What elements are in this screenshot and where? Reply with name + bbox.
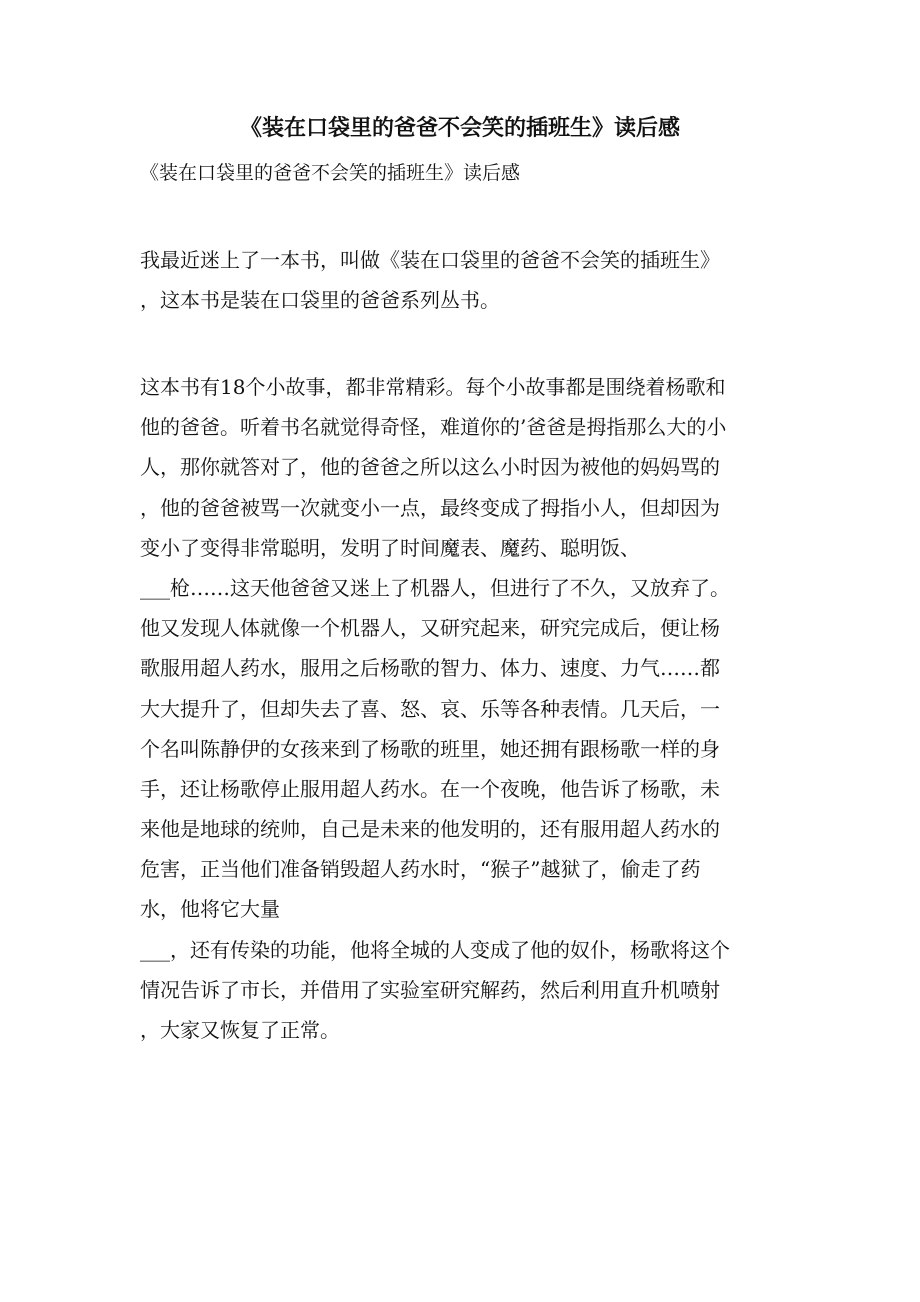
text-line: ，大家又恢复了正常。 — [140, 1018, 340, 1042]
document-subtitle: 《装在口袋里的爸爸不会笑的插班生》读后感 — [140, 162, 521, 184]
text-line: ___，还有传染的功能，他将全城的人变成了他的奴仆，杨歌将这个 — [140, 937, 730, 962]
text-line: 大大提升了，但却失去了喜、怒、哀、乐等各种表情。几天后，一 — [140, 696, 720, 721]
text-line: 这本书有18个小故事，都非常精彩。每个小故事都是围绕着杨歌和 — [140, 375, 726, 399]
document-title: 《装在口袋里的爸爸不会笑的插班生》读后感 — [239, 115, 680, 141]
text-line: 手，还让杨歌停止服用超人药水。在一个夜晚，他告诉了杨歌，未 — [140, 776, 720, 801]
text-line: 来他是地球的统帅，自己是未来的他发明的，还有服用超人药水的 — [140, 817, 720, 842]
paragraph-2 — [140, 367, 800, 1050]
text-line: 人，那你就答对了，他的爸爸之所以这么小时因为被他的妈妈骂的 — [140, 455, 720, 480]
text-line: 变小了变得非常聪明，发明了时间魔表、魔药、聪明饭、 — [140, 535, 640, 560]
paragraph-1 — [140, 240, 800, 320]
text-line: 歌服用超人药水，服用之后杨歌的智力、体力、速度、力气……都 — [140, 656, 720, 681]
text-line: 危害，正当他们准备销毁超人药水时，“猴子”越狱了，偷走了药 — [140, 857, 701, 882]
text-line: 他又发现人体就像一个机器人，又研究起来，研究完成后，便让杨 — [140, 616, 720, 641]
text-line: ，他的爸爸被骂一次就变小一点，最终变成了拇指小人，但却因为 — [140, 495, 720, 520]
text-line: ，这本书是装在口袋里的爸爸系列丛书。 — [140, 288, 500, 313]
text-line: 情况告诉了市长，并借用了实验室研究解药，然后利用直升机喷射 — [140, 977, 720, 1002]
text-line: ___枪……这天他爸爸又迷上了机器人，但进行了不久，又放弃了。 — [140, 575, 730, 600]
text-line: 水，他将它大量 — [140, 897, 280, 922]
text-line: 我最近迷上了一本书，叫做《装在口袋里的爸爸不会笑的插班生》 — [140, 248, 720, 272]
text-line: 他的爸爸。听着书名就觉得奇怪，难道你的’爸爸是拇指那么大的小 — [140, 415, 727, 440]
text-line: 个名叫陈静伊的女孩来到了杨歌的班里，她还拥有跟杨歌一样的身 — [140, 736, 720, 761]
